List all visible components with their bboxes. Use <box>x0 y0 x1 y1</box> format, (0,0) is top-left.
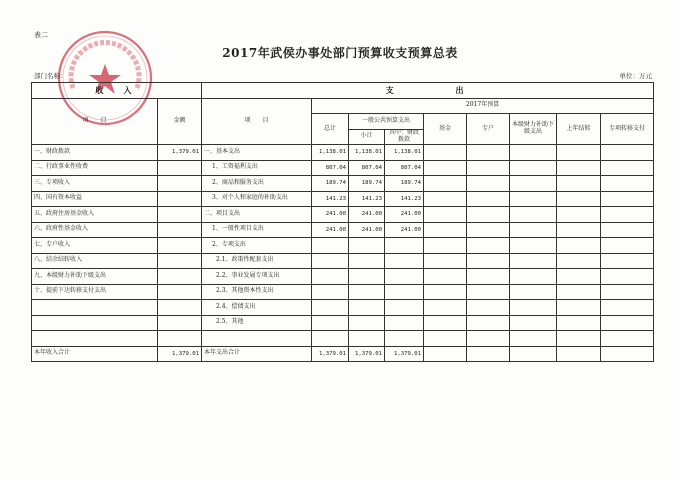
special-cell <box>467 269 510 285</box>
total-value: 141.23 <box>312 191 349 207</box>
special-cell <box>467 207 510 223</box>
transfer-cell <box>601 346 654 362</box>
subtotal-value: 141.23 <box>349 191 385 207</box>
special-cell <box>467 284 510 300</box>
income-item: 三、专项收入 <box>32 176 158 192</box>
subsidy-cell <box>510 191 557 207</box>
fund-cell <box>424 176 467 192</box>
subtotal-value <box>349 238 385 254</box>
fiscal-value: 189.74 <box>385 176 424 192</box>
transfer-cell <box>601 300 654 316</box>
expense-header: 支 出 <box>202 83 654 99</box>
special-cell <box>467 222 510 238</box>
subtotal-value <box>349 284 385 300</box>
subsidy-cell <box>510 160 557 176</box>
subsidy-cell <box>510 284 557 300</box>
table-row <box>32 300 654 316</box>
income-item: 一、财政拨款 <box>32 145 158 161</box>
expense-item: 2、商品和服务支出 <box>202 176 312 192</box>
income-item <box>32 300 158 316</box>
fund-cell <box>424 300 467 316</box>
special-cell <box>467 176 510 192</box>
special-cell <box>467 300 510 316</box>
fund-cell <box>424 238 467 254</box>
table-row <box>32 238 654 254</box>
total-value: 241.00 <box>312 222 349 238</box>
income-amount <box>158 300 202 316</box>
income-item: 九、本级财力补助下级支出 <box>32 269 158 285</box>
subsidy-cell <box>510 315 557 331</box>
fiscal-value: 1,138.01 <box>385 145 424 161</box>
fund-cell <box>424 207 467 223</box>
carryover-cell <box>557 315 601 331</box>
expense-item: 3、对个人和家庭的补助支出 <box>202 191 312 207</box>
grand-total-value: 1,379.01 <box>312 346 349 362</box>
expense-item: 2.1、政策性配套支出 <box>202 253 312 269</box>
expense-item: 1、工资福利支出 <box>202 160 312 176</box>
subsidy-cell <box>510 176 557 192</box>
fund-cell <box>424 269 467 285</box>
expense-item: 2.4、偿债支出 <box>202 300 312 316</box>
income-amount <box>158 331 202 347</box>
grand-subtotal-value: 1,379.01 <box>349 346 385 362</box>
unit-label: 单位：万元 <box>619 72 652 80</box>
income-item <box>32 315 158 331</box>
transfer-cell <box>601 238 654 254</box>
total-value: 241.00 <box>312 207 349 223</box>
income-item <box>32 331 158 347</box>
total-value <box>312 300 349 316</box>
special-header: 专户 <box>467 114 510 145</box>
income-amount <box>158 269 202 285</box>
income-item: 二、行政事业性收费 <box>32 160 158 176</box>
income-item: 四、国有资本收益 <box>32 191 158 207</box>
fund-cell <box>424 331 467 347</box>
carryover-cell <box>557 176 601 192</box>
fund-cell <box>424 315 467 331</box>
subtotal-value <box>349 269 385 285</box>
subsidy-cell <box>510 331 557 347</box>
subsidy-cell <box>510 222 557 238</box>
special-cell <box>467 145 510 161</box>
transfer-cell <box>601 269 654 285</box>
income-item: 五、政府住房基金收入 <box>32 207 158 223</box>
transfer-cell <box>601 160 654 176</box>
transfer-cell <box>601 315 654 331</box>
total-value <box>312 284 349 300</box>
carryover-cell <box>557 253 601 269</box>
table-row <box>32 253 654 269</box>
subsidy-cell <box>510 238 557 254</box>
fiscal-value <box>385 300 424 316</box>
income-amount <box>158 222 202 238</box>
subtotal-value <box>349 315 385 331</box>
header-row-2 <box>32 98 654 114</box>
income-amount <box>158 238 202 254</box>
special-cell <box>467 331 510 347</box>
fiscal-value: 807.04 <box>385 160 424 176</box>
subsidy-header: 本级财力补助下级支出 <box>510 114 557 145</box>
subsidy-cell <box>510 269 557 285</box>
subsidy-cell <box>510 145 557 161</box>
total-value <box>312 238 349 254</box>
subtotal-value <box>349 253 385 269</box>
subtotal-value <box>349 300 385 316</box>
table-row <box>32 331 654 347</box>
expense-item <box>202 331 312 347</box>
special-cell <box>467 191 510 207</box>
table-row <box>32 160 654 176</box>
fiscal-value <box>385 315 424 331</box>
special-cell <box>467 315 510 331</box>
carryover-cell <box>557 145 601 161</box>
expense-item: 一、基本支出 <box>202 145 312 161</box>
table-row <box>32 176 654 192</box>
carryover-cell <box>557 191 601 207</box>
income-header: 收 入 <box>32 83 202 99</box>
total-value <box>312 253 349 269</box>
expense-total-label: 本年支出合计 <box>202 346 312 362</box>
fiscal-value <box>385 238 424 254</box>
table-row <box>32 191 654 207</box>
carryover-cell <box>557 346 601 362</box>
subsidy-cell <box>510 207 557 223</box>
form-code: 表二 <box>34 31 48 39</box>
fund-header: 基金 <box>424 114 467 145</box>
subtotal-value: 241.00 <box>349 222 385 238</box>
expense-item: 2.3、其他资本性支出 <box>202 284 312 300</box>
table-row <box>32 284 654 300</box>
fund-cell <box>424 145 467 161</box>
total-value: 1,138.01 <box>312 145 349 161</box>
transfer-cell <box>601 207 654 223</box>
income-amount <box>158 207 202 223</box>
income-amount <box>158 176 202 192</box>
totals-row <box>32 346 654 362</box>
table-row <box>32 315 654 331</box>
subtotal-value: 807.04 <box>349 160 385 176</box>
total-value <box>312 331 349 347</box>
transfer-cell <box>601 191 654 207</box>
subtotal-value <box>349 331 385 347</box>
carryover-cell <box>557 300 601 316</box>
department-label: 部门名称： <box>34 72 67 80</box>
fiscal-value: 141.23 <box>385 191 424 207</box>
fund-cell <box>424 346 467 362</box>
expense-item: 二、项目支出 <box>202 207 312 223</box>
transfer-cell <box>601 331 654 347</box>
income-amount <box>158 160 202 176</box>
table-row <box>32 207 654 223</box>
total-value: 807.04 <box>312 160 349 176</box>
expense-item: 1、一般性项目支出 <box>202 222 312 238</box>
income-amount <box>158 253 202 269</box>
transfer-cell <box>601 284 654 300</box>
transfer-cell <box>601 222 654 238</box>
fiscal-alloc-header: 其中：财政拨款 <box>385 129 424 145</box>
special-cell <box>467 238 510 254</box>
carryover-cell <box>557 284 601 300</box>
carryover-cell <box>557 222 601 238</box>
budget-table <box>31 82 654 362</box>
fiscal-value: 241.00 <box>385 207 424 223</box>
general-budget-header: 一般公共预算支出 <box>349 114 424 130</box>
carryover-cell <box>557 207 601 223</box>
subsidy-cell <box>510 300 557 316</box>
income-total-label: 本年收入合计 <box>32 346 158 362</box>
expense-item: 2.5、其他 <box>202 315 312 331</box>
year-budget-header: 2017年预算 <box>312 98 654 114</box>
fund-cell <box>424 160 467 176</box>
subtotal-value: 241.00 <box>349 207 385 223</box>
income-item-header: 项 目 <box>32 98 158 145</box>
fund-cell <box>424 284 467 300</box>
special-cell <box>467 253 510 269</box>
fiscal-value <box>385 331 424 347</box>
income-amount <box>158 284 202 300</box>
subtotal-value: 1,138.01 <box>349 145 385 161</box>
fiscal-value <box>385 269 424 285</box>
subtotal-header: 小计 <box>349 129 385 145</box>
income-amount: 1,379.01 <box>158 145 202 161</box>
table-row <box>32 145 654 161</box>
subtotal-value: 189.74 <box>349 176 385 192</box>
income-item: 六、政府性基金收入 <box>32 222 158 238</box>
transfer-cell <box>601 253 654 269</box>
fund-cell <box>424 191 467 207</box>
expense-item: 2.2、事业发展专项支出 <box>202 269 312 285</box>
expense-item: 2、专项支出 <box>202 238 312 254</box>
income-item: 七、专户收入 <box>32 238 158 254</box>
subsidy-cell <box>510 346 557 362</box>
income-amount <box>158 315 202 331</box>
fiscal-value <box>385 253 424 269</box>
transfer-cell <box>601 176 654 192</box>
total-value <box>312 315 349 331</box>
carryover-cell <box>557 238 601 254</box>
transfer-cell <box>601 145 654 161</box>
transfer-header: 专项转移支付 <box>601 114 654 145</box>
special-cell <box>467 346 510 362</box>
fiscal-value: 241.00 <box>385 222 424 238</box>
table-row <box>32 222 654 238</box>
total-header: 总计 <box>312 114 349 145</box>
income-item: 八、结余结转收入 <box>32 253 158 269</box>
expense-item-header: 项 目 <box>202 98 312 145</box>
subsidy-cell <box>510 253 557 269</box>
special-cell <box>467 160 510 176</box>
header-row-1 <box>32 83 654 99</box>
table-row <box>32 269 654 285</box>
carryover-cell <box>557 269 601 285</box>
total-value <box>312 269 349 285</box>
carryover-header: 上年结转 <box>557 114 601 145</box>
amount-header: 金额 <box>158 98 202 145</box>
carryover-cell <box>557 160 601 176</box>
carryover-cell <box>557 331 601 347</box>
income-amount <box>158 191 202 207</box>
total-value: 189.74 <box>312 176 349 192</box>
income-item: 十、提前下达转移支付支出 <box>32 284 158 300</box>
income-total-amount: 1,379.01 <box>158 346 202 362</box>
fund-cell <box>424 253 467 269</box>
page-title: 2017年武侯办事处部门预算收支预算总表 <box>222 46 458 60</box>
fiscal-value <box>385 284 424 300</box>
grand-fiscal-value: 1,379.01 <box>385 346 424 362</box>
fund-cell <box>424 222 467 238</box>
